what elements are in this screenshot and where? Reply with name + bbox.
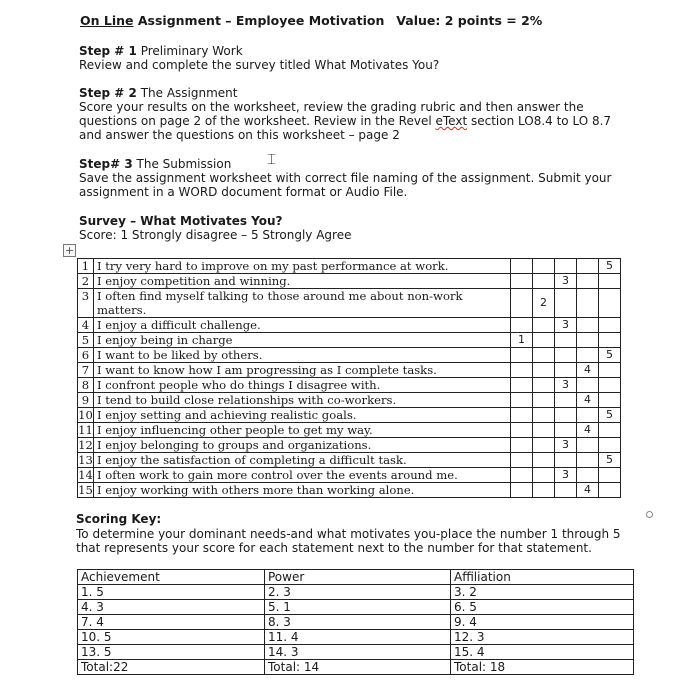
survey-score-cell-4[interactable] bbox=[577, 333, 599, 348]
key-cell: 8. 3 bbox=[265, 615, 451, 630]
survey-score-cell-3[interactable] bbox=[555, 259, 577, 274]
key-cell: 5. 1 bbox=[265, 600, 451, 615]
key-row bbox=[78, 660, 634, 675]
survey-score-cell-5[interactable] bbox=[599, 333, 621, 348]
survey-score-cell-1[interactable] bbox=[511, 259, 533, 274]
survey-score-cell-3[interactable] bbox=[555, 408, 577, 423]
survey-row bbox=[78, 348, 621, 363]
survey-score-cell-1[interactable] bbox=[511, 453, 533, 468]
scoring-text: To determine your dominant needs-and what motivates you-place the number 1 through 5 that represents your score for each statement next to the number for that statement. bbox=[76, 527, 621, 555]
key-cell: Achievement bbox=[78, 570, 265, 585]
survey-statement: I enjoy the satisfaction of completing a difficult task. bbox=[94, 453, 511, 468]
survey-row bbox=[78, 408, 621, 423]
survey-row-number: 2 bbox=[78, 274, 94, 289]
step1 bbox=[79, 44, 639, 72]
step2-heading: The Assignment bbox=[136, 86, 238, 100]
step2 bbox=[79, 86, 624, 142]
title-value: Value: 2 points = 2% bbox=[396, 13, 543, 28]
survey-row-number: 5 bbox=[78, 333, 94, 348]
key-cell: 1. 5 bbox=[78, 585, 265, 600]
survey-score-cell-5[interactable] bbox=[599, 423, 621, 438]
survey-score-cell-1[interactable] bbox=[511, 423, 533, 438]
survey-score-cell-2[interactable] bbox=[533, 468, 555, 483]
survey-row bbox=[78, 289, 621, 318]
survey-row bbox=[78, 468, 621, 483]
survey-statement: I confront people who do things I disagree with. bbox=[94, 378, 511, 393]
survey-statement: I often work to gain more control over the events around me. bbox=[94, 468, 511, 483]
survey-score-cell-5[interactable] bbox=[599, 378, 621, 393]
key-row bbox=[78, 645, 634, 660]
survey-row-number: 11 bbox=[78, 423, 93, 437]
survey-score-cell-4[interactable] bbox=[577, 274, 599, 289]
survey-row bbox=[78, 393, 621, 408]
survey-score-cell-1[interactable] bbox=[511, 468, 533, 483]
survey-score-cell-1[interactable] bbox=[511, 438, 533, 453]
survey-row-number: 3 bbox=[78, 289, 94, 318]
survey-score-cell-5[interactable] bbox=[599, 274, 621, 289]
survey-score-cell-4[interactable]: 4 bbox=[577, 483, 599, 498]
key-row bbox=[78, 615, 634, 630]
survey-score-cell-2[interactable] bbox=[533, 378, 555, 393]
step2-text: Score your results on the worksheet, review the grading rubric and then answer the questions on page 2 of the worksheet. Review in the Revel eText section LO8.4 to LO 8.7 and answer the questions on this worksheet – page 2 bbox=[79, 100, 612, 142]
survey-row bbox=[78, 274, 621, 289]
survey-row-number: 8 bbox=[78, 378, 94, 393]
table-resize-handle-icon[interactable] bbox=[646, 511, 653, 518]
survey-row-number: 13 bbox=[78, 453, 93, 467]
survey-row-number: 9 bbox=[78, 393, 94, 408]
survey-score-cell-1[interactable]: 1 bbox=[511, 333, 533, 348]
survey-statement: I enjoy a difficult challenge. bbox=[94, 318, 511, 333]
survey-score-cell-3[interactable] bbox=[555, 348, 577, 363]
survey-score-cell-1[interactable] bbox=[511, 274, 533, 289]
survey-score-cell-1[interactable] bbox=[511, 393, 533, 408]
survey-row bbox=[78, 378, 621, 393]
survey-score-cell-1[interactable] bbox=[511, 378, 533, 393]
step1-text: Review and complete the survey titled What Motivates You? bbox=[79, 58, 440, 72]
survey-score-cell-1[interactable] bbox=[511, 348, 533, 363]
survey-row bbox=[78, 438, 621, 453]
step3 bbox=[79, 157, 619, 199]
scoring-key-table bbox=[77, 569, 634, 675]
key-cell: 9. 4 bbox=[451, 615, 634, 630]
survey-score-cell-1[interactable] bbox=[511, 408, 533, 423]
survey-row bbox=[78, 259, 621, 274]
survey-statement: I enjoy setting and achieving realistic goals. bbox=[94, 408, 511, 423]
survey-statement: I want to be liked by others. bbox=[94, 348, 511, 363]
survey-score-cell-2[interactable] bbox=[533, 408, 555, 423]
survey-table bbox=[77, 258, 621, 498]
survey-score-cell-3[interactable]: 3 bbox=[555, 378, 577, 393]
survey-row-number: 15 bbox=[78, 483, 93, 497]
survey-score-cell-4[interactable] bbox=[577, 259, 599, 274]
page-title bbox=[80, 14, 542, 28]
survey-score-cell-5[interactable]: 5 bbox=[599, 348, 621, 363]
key-cell: 12. 3 bbox=[451, 630, 634, 645]
survey-score-cell-2[interactable]: 2 bbox=[533, 289, 555, 318]
survey-score-cell-3[interactable]: 3 bbox=[555, 318, 577, 333]
survey-score-cell-5[interactable]: 5 bbox=[599, 259, 621, 274]
survey-score-cell-2[interactable] bbox=[533, 483, 555, 498]
survey-score-cell-3[interactable]: 3 bbox=[555, 274, 577, 289]
survey-score-cell-2[interactable] bbox=[533, 333, 555, 348]
text-cursor-icon: ⌶ bbox=[267, 150, 277, 168]
survey-score-cell-4[interactable] bbox=[577, 468, 599, 483]
key-cell: Total: 18 bbox=[451, 660, 634, 675]
key-row bbox=[78, 600, 634, 615]
scoring-title: Scoring Key: bbox=[76, 512, 162, 526]
survey-score-cell-4[interactable] bbox=[577, 378, 599, 393]
survey-row bbox=[78, 453, 621, 468]
key-cell: Total: 14 bbox=[265, 660, 451, 675]
survey-statement: I often find myself talking to those around me about non-work matters. bbox=[94, 289, 511, 318]
survey-score-cell-5[interactable] bbox=[599, 438, 621, 453]
key-cell: 10. 5 bbox=[78, 630, 265, 645]
step1-label: Step # 1 bbox=[79, 44, 137, 58]
survey-score-cell-4[interactable] bbox=[577, 318, 599, 333]
survey-score-cell-4[interactable] bbox=[577, 289, 599, 318]
etext-word: eText bbox=[435, 114, 468, 128]
survey-score-cell-2[interactable] bbox=[533, 438, 555, 453]
survey-statement: I enjoy influencing other people to get my way. bbox=[94, 423, 511, 438]
survey-score-cell-4[interactable] bbox=[577, 348, 599, 363]
survey-score-cell-4[interactable] bbox=[577, 453, 599, 468]
table-add-icon[interactable]: + bbox=[64, 244, 75, 257]
key-cell: Total:22 bbox=[78, 660, 265, 675]
survey-row-number: 6 bbox=[78, 348, 94, 363]
survey-score-cell-2[interactable] bbox=[533, 259, 555, 274]
step1-heading: Preliminary Work bbox=[136, 44, 243, 58]
survey-score-cell-2[interactable] bbox=[533, 274, 555, 289]
survey-statement: I enjoy competition and winning. bbox=[94, 274, 511, 289]
key-header-row bbox=[78, 570, 634, 585]
survey-score-cell-2[interactable] bbox=[533, 363, 555, 378]
key-row bbox=[78, 630, 634, 645]
survey-score-line: Score: 1 Strongly disagree – 5 Strongly Agree bbox=[79, 228, 352, 242]
survey-header bbox=[79, 214, 639, 242]
survey-score-cell-3[interactable]: 3 bbox=[555, 468, 577, 483]
survey-score-cell-1[interactable] bbox=[511, 289, 533, 318]
survey-statement: I enjoy belonging to groups and organizations. bbox=[94, 438, 511, 453]
survey-score-cell-5[interactable]: 5 bbox=[599, 453, 621, 468]
title-rest: Assignment – Employee Motivation bbox=[133, 13, 385, 28]
step3-heading: The Submission bbox=[132, 157, 232, 171]
survey-row bbox=[78, 363, 621, 378]
survey-score-cell-5[interactable] bbox=[599, 468, 621, 483]
key-cell: 2. 3 bbox=[265, 585, 451, 600]
survey-score-cell-1[interactable] bbox=[511, 483, 533, 498]
survey-score-cell-3[interactable] bbox=[555, 423, 577, 438]
step2-label: Step # 2 bbox=[79, 86, 137, 100]
survey-row-number: 4 bbox=[78, 318, 94, 333]
survey-score-cell-4[interactable]: 4 bbox=[577, 423, 599, 438]
survey-score-cell-2[interactable] bbox=[533, 393, 555, 408]
survey-score-cell-1[interactable] bbox=[511, 318, 533, 333]
survey-score-cell-2[interactable] bbox=[533, 453, 555, 468]
survey-score-cell-4[interactable] bbox=[577, 408, 599, 423]
survey-score-cell-5[interactable] bbox=[599, 483, 621, 498]
key-cell: Power bbox=[265, 570, 451, 585]
survey-statement: I want to know how I am progressing as I complete tasks. bbox=[94, 363, 511, 378]
survey-score-cell-5[interactable] bbox=[599, 363, 621, 378]
key-cell: 11. 4 bbox=[265, 630, 451, 645]
survey-statement: I try very hard to improve on my past performance at work. bbox=[94, 259, 511, 274]
key-row bbox=[78, 585, 634, 600]
survey-row bbox=[78, 318, 621, 333]
survey-score-cell-5[interactable] bbox=[599, 318, 621, 333]
survey-score-cell-3[interactable] bbox=[555, 333, 577, 348]
key-cell: 3. 2 bbox=[451, 585, 634, 600]
step3-text: Save the assignment worksheet with correct file naming of the assignment. Submit your assignment in a WORD document format or Audio File. bbox=[79, 171, 612, 199]
survey-score-cell-2[interactable] bbox=[533, 318, 555, 333]
survey-score-cell-3[interactable] bbox=[555, 483, 577, 498]
survey-row-number: 1 bbox=[78, 259, 94, 274]
key-cell: 6. 5 bbox=[451, 600, 634, 615]
survey-score-cell-3[interactable]: 3 bbox=[555, 438, 577, 453]
key-cell: 13. 5 bbox=[78, 645, 265, 660]
step3-label: Step# 3 bbox=[79, 157, 133, 171]
survey-score-cell-4[interactable] bbox=[577, 438, 599, 453]
key-cell: 7. 4 bbox=[78, 615, 265, 630]
survey-score-cell-2[interactable] bbox=[533, 423, 555, 438]
survey-score-cell-3[interactable] bbox=[555, 393, 577, 408]
survey-row-number: 10 bbox=[78, 408, 93, 422]
survey-score-cell-3[interactable] bbox=[555, 453, 577, 468]
survey-row bbox=[78, 423, 621, 438]
key-cell: 4. 3 bbox=[78, 600, 265, 615]
survey-row-number: 12 bbox=[78, 438, 93, 452]
survey-score-cell-3[interactable] bbox=[555, 289, 577, 318]
key-cell: 15. 4 bbox=[451, 645, 634, 660]
survey-statement: I enjoy working with others more than working alone. bbox=[94, 483, 511, 498]
survey-score-cell-3[interactable] bbox=[555, 363, 577, 378]
survey-score-cell-5[interactable] bbox=[599, 289, 621, 318]
survey-row-number: 14 bbox=[78, 468, 93, 482]
survey-row-number: 7 bbox=[78, 363, 94, 378]
title-online: On Line bbox=[80, 13, 134, 28]
survey-statement: I tend to build close relationships with co-workers. bbox=[94, 393, 511, 408]
key-cell: 14. 3 bbox=[265, 645, 451, 660]
survey-row bbox=[78, 483, 621, 498]
survey-title: Survey – What Motivates You? bbox=[79, 214, 283, 228]
survey-score-cell-2[interactable] bbox=[533, 348, 555, 363]
survey-statement: I enjoy being in charge bbox=[94, 333, 511, 348]
survey-score-cell-1[interactable] bbox=[511, 363, 533, 378]
survey-score-cell-4[interactable]: 4 bbox=[577, 363, 599, 378]
key-cell: Affiliation bbox=[451, 570, 634, 585]
survey-score-cell-4[interactable]: 4 bbox=[577, 393, 599, 408]
survey-row bbox=[78, 333, 621, 348]
survey-score-cell-5[interactable] bbox=[599, 393, 621, 408]
survey-score-cell-5[interactable]: 5 bbox=[599, 408, 621, 423]
